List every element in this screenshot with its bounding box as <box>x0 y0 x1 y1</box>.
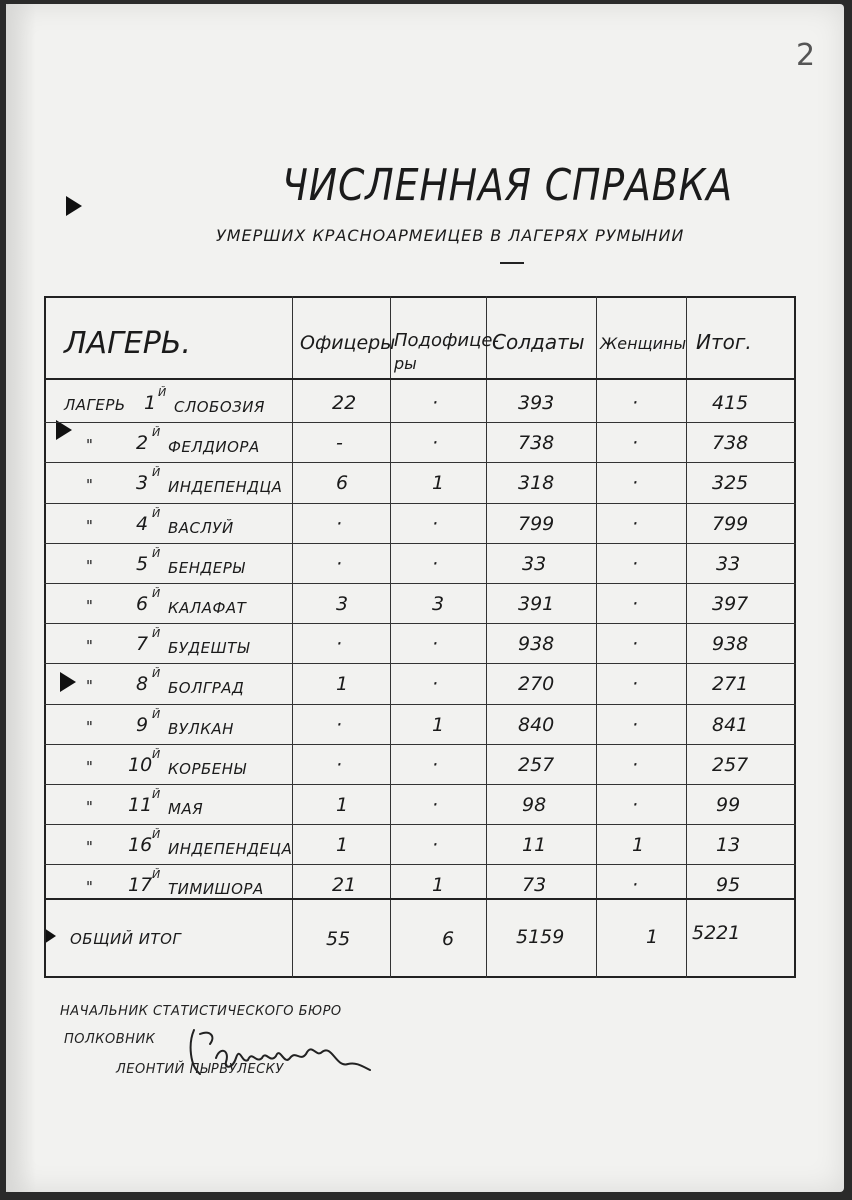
camp-number: 7 <box>136 633 149 656</box>
total-divider <box>44 898 796 900</box>
row-divider <box>44 824 796 825</box>
cell-nco: 1 <box>432 874 445 897</box>
cell-women: · <box>632 794 639 816</box>
cell-nco: · <box>432 633 439 656</box>
camp-number-suffix: Й <box>152 828 161 842</box>
header-officers: Офицеры <box>300 332 396 354</box>
cell-total: 415 <box>712 392 749 414</box>
camp-number-suffix: Й <box>152 546 161 560</box>
camp-name: МАЯ <box>168 800 204 818</box>
cell-women: · <box>632 512 639 535</box>
camp-number: 3 <box>136 472 149 495</box>
column-divider <box>390 296 391 978</box>
grand-total-women: 1 <box>646 926 659 948</box>
header-soldiers: Солдаты <box>492 330 585 354</box>
cell-officers: 1 <box>336 673 349 696</box>
camp-number-suffix: Й <box>152 868 161 882</box>
camp-name: БЕНДЕРЫ <box>168 558 246 577</box>
row-divider <box>44 462 796 463</box>
cell-officers: 21 <box>332 874 357 897</box>
camp-name: БОЛГРАД <box>168 679 245 698</box>
cell-soldiers: 738 <box>518 432 555 455</box>
page-number: 2 <box>796 38 816 73</box>
row-divider <box>44 663 796 664</box>
cell-soldiers: 270 <box>518 673 555 696</box>
cell-officers: · <box>336 713 343 736</box>
cell-soldiers: 840 <box>518 713 555 736</box>
cell-nco: 1 <box>432 713 445 736</box>
camp-number: 9 <box>136 713 149 736</box>
column-divider <box>486 296 487 978</box>
column-divider <box>596 296 597 978</box>
cell-soldiers: 393 <box>518 392 555 414</box>
camp-name: КАЛАФАТ <box>168 599 247 617</box>
camp-prefix: " <box>86 798 94 816</box>
cell-women: · <box>632 874 639 897</box>
camp-name: ВУЛКАН <box>168 719 234 738</box>
row-divider <box>44 784 796 785</box>
camp-number: 2 <box>136 432 149 455</box>
cell-total: 738 <box>712 432 749 455</box>
signature <box>186 1024 386 1084</box>
cell-soldiers: 73 <box>522 874 547 897</box>
cell-officers: 1 <box>336 794 349 816</box>
camp-prefix: " <box>86 556 94 575</box>
cell-women: · <box>632 753 639 776</box>
cell-officers: · <box>336 753 343 776</box>
cell-soldiers: 257 <box>518 753 555 776</box>
cell-women: · <box>632 552 639 575</box>
row-divider <box>44 623 796 624</box>
cell-officers: · <box>336 512 343 535</box>
camp-number: 1 <box>144 392 157 414</box>
cell-officers: · <box>336 633 343 656</box>
cell-total: 271 <box>712 673 749 696</box>
camp-prefix: " <box>86 516 94 535</box>
header-camp: ЛАГЕРЬ. <box>64 326 191 361</box>
row-divider <box>44 422 796 423</box>
camp-number: 16 <box>128 834 153 857</box>
row-divider <box>44 543 796 544</box>
cell-officers: - <box>336 432 343 455</box>
cell-officers: 22 <box>332 392 357 414</box>
camp-number-suffix: Й <box>152 707 161 721</box>
column-divider <box>292 296 293 978</box>
cell-women: 1 <box>632 834 645 857</box>
cell-soldiers: 33 <box>522 552 547 575</box>
camp-prefix: " <box>86 757 94 776</box>
cell-nco: 3 <box>432 593 445 615</box>
cell-total: 325 <box>712 472 749 495</box>
cell-nco: · <box>432 392 439 414</box>
cell-total: 841 <box>712 713 749 736</box>
title-dash <box>500 262 524 264</box>
document-title: ЧИСЛЕННАЯ СПРАВКА <box>282 160 734 211</box>
cell-total: 13 <box>716 834 741 857</box>
camp-name: ФЕЛДИОРА <box>168 438 260 457</box>
grand-total-label: ОБЩИЙ ИТОГ <box>70 930 182 948</box>
camp-prefix: " <box>86 838 94 857</box>
cell-nco: · <box>432 834 439 857</box>
camp-prefix: " <box>86 597 94 615</box>
camp-prefix: " <box>86 637 94 656</box>
camp-number: 17 <box>128 874 153 897</box>
camp-prefix: " <box>86 476 94 495</box>
grand-total-total: 5221 <box>692 922 741 944</box>
cell-women: · <box>632 432 639 455</box>
column-divider <box>686 296 687 978</box>
paper-left-edge <box>6 4 36 1192</box>
cell-soldiers: 391 <box>518 593 555 615</box>
header-divider <box>44 378 796 380</box>
cell-total: 799 <box>712 512 749 535</box>
row-divider <box>44 704 796 705</box>
camp-prefix: " <box>86 677 94 696</box>
cell-nco: · <box>432 512 439 535</box>
cell-total: 257 <box>712 753 749 776</box>
cell-officers: 6 <box>336 472 349 495</box>
cell-soldiers: 938 <box>518 633 555 656</box>
camp-number: 4 <box>136 512 149 535</box>
camp-name: СЛОБОЗИЯ <box>174 398 265 416</box>
cell-officers: · <box>336 552 343 575</box>
grand-total-soldiers: 5159 <box>516 926 565 948</box>
camp-number-suffix: Й <box>152 506 161 520</box>
header-nco-line2: ры <box>394 354 417 373</box>
camp-number-suffix: Й <box>152 627 161 641</box>
cell-nco: · <box>432 794 439 816</box>
header-women: Женщины <box>600 334 687 353</box>
cell-soldiers: 98 <box>522 794 547 816</box>
camp-number: 6 <box>136 593 149 615</box>
footer-name: ЛЕОНТИЙ ПЫРВУЛЕСКУ <box>116 1062 284 1077</box>
camp-name: БУДЕШТЫ <box>168 639 250 658</box>
camp-number-suffix: Й <box>152 788 161 801</box>
cell-officers: 3 <box>336 593 349 615</box>
cell-women: · <box>632 392 639 414</box>
cell-women: · <box>632 633 639 656</box>
camp-prefix: " <box>86 436 94 455</box>
grand-total-officers: 55 <box>326 928 351 950</box>
cell-officers: 1 <box>336 834 349 857</box>
cell-nco: · <box>432 673 439 696</box>
row-divider <box>44 583 796 584</box>
camp-prefix: " <box>86 717 94 736</box>
camp-name: КОРБЕНЫ <box>168 759 247 778</box>
grand-total-nco: 6 <box>442 928 455 950</box>
cell-nco: · <box>432 432 439 455</box>
camp-number-suffix: Й <box>158 386 167 399</box>
footer-title: НАЧАЛЬНИК СТАТИСТИЧЕСКОГО БЮРО <box>60 1004 342 1019</box>
camp-name: ВАСЛУЙ <box>168 518 234 537</box>
cell-nco: · <box>432 753 439 776</box>
camp-number-suffix: Й <box>152 747 161 761</box>
cell-total: 938 <box>712 633 749 656</box>
camp-name: ИНДЕПЕНДЕЦА <box>168 840 293 859</box>
document-subtitle: УМЕРШИХ КРАСНОАРМЕИЦЕВ В ЛАГЕРЯХ РУМЫНИИ <box>216 226 685 245</box>
row-divider <box>44 503 796 504</box>
cell-women: · <box>632 713 639 736</box>
cell-total: 95 <box>716 874 741 897</box>
cell-women: · <box>632 593 639 615</box>
cell-total: 33 <box>716 552 741 575</box>
cell-total: 397 <box>712 593 749 615</box>
camp-number: 8 <box>136 673 149 696</box>
cell-soldiers: 318 <box>518 472 555 495</box>
camp-name: ИНДЕПЕНДЦА <box>168 478 283 497</box>
footer-rank: ПОЛКОВНИК <box>64 1032 156 1047</box>
camp-prefix: ЛАГЕРЬ <box>64 396 126 414</box>
camp-number: 11 <box>128 794 153 816</box>
camp-number-suffix: Й <box>152 466 161 480</box>
row-divider <box>44 864 796 865</box>
cell-nco: 1 <box>432 472 445 495</box>
camp-number: 10 <box>128 753 153 776</box>
row-divider <box>44 744 796 745</box>
cell-soldiers: 11 <box>522 834 547 857</box>
camp-prefix: " <box>86 878 94 897</box>
cell-women: · <box>632 673 639 696</box>
header-total: Итог. <box>696 330 752 354</box>
camp-name: ТИМИШОРА <box>168 880 264 899</box>
camp-number-suffix: Й <box>152 587 161 600</box>
cell-soldiers: 799 <box>518 512 555 535</box>
cell-total: 99 <box>716 794 741 816</box>
cell-women: · <box>632 472 639 495</box>
camp-number: 5 <box>136 552 149 575</box>
cell-nco: · <box>432 552 439 575</box>
camp-number-suffix: Й <box>152 426 161 440</box>
camp-number-suffix: Й <box>152 667 161 681</box>
header-nco: Подофице- <box>394 330 499 351</box>
